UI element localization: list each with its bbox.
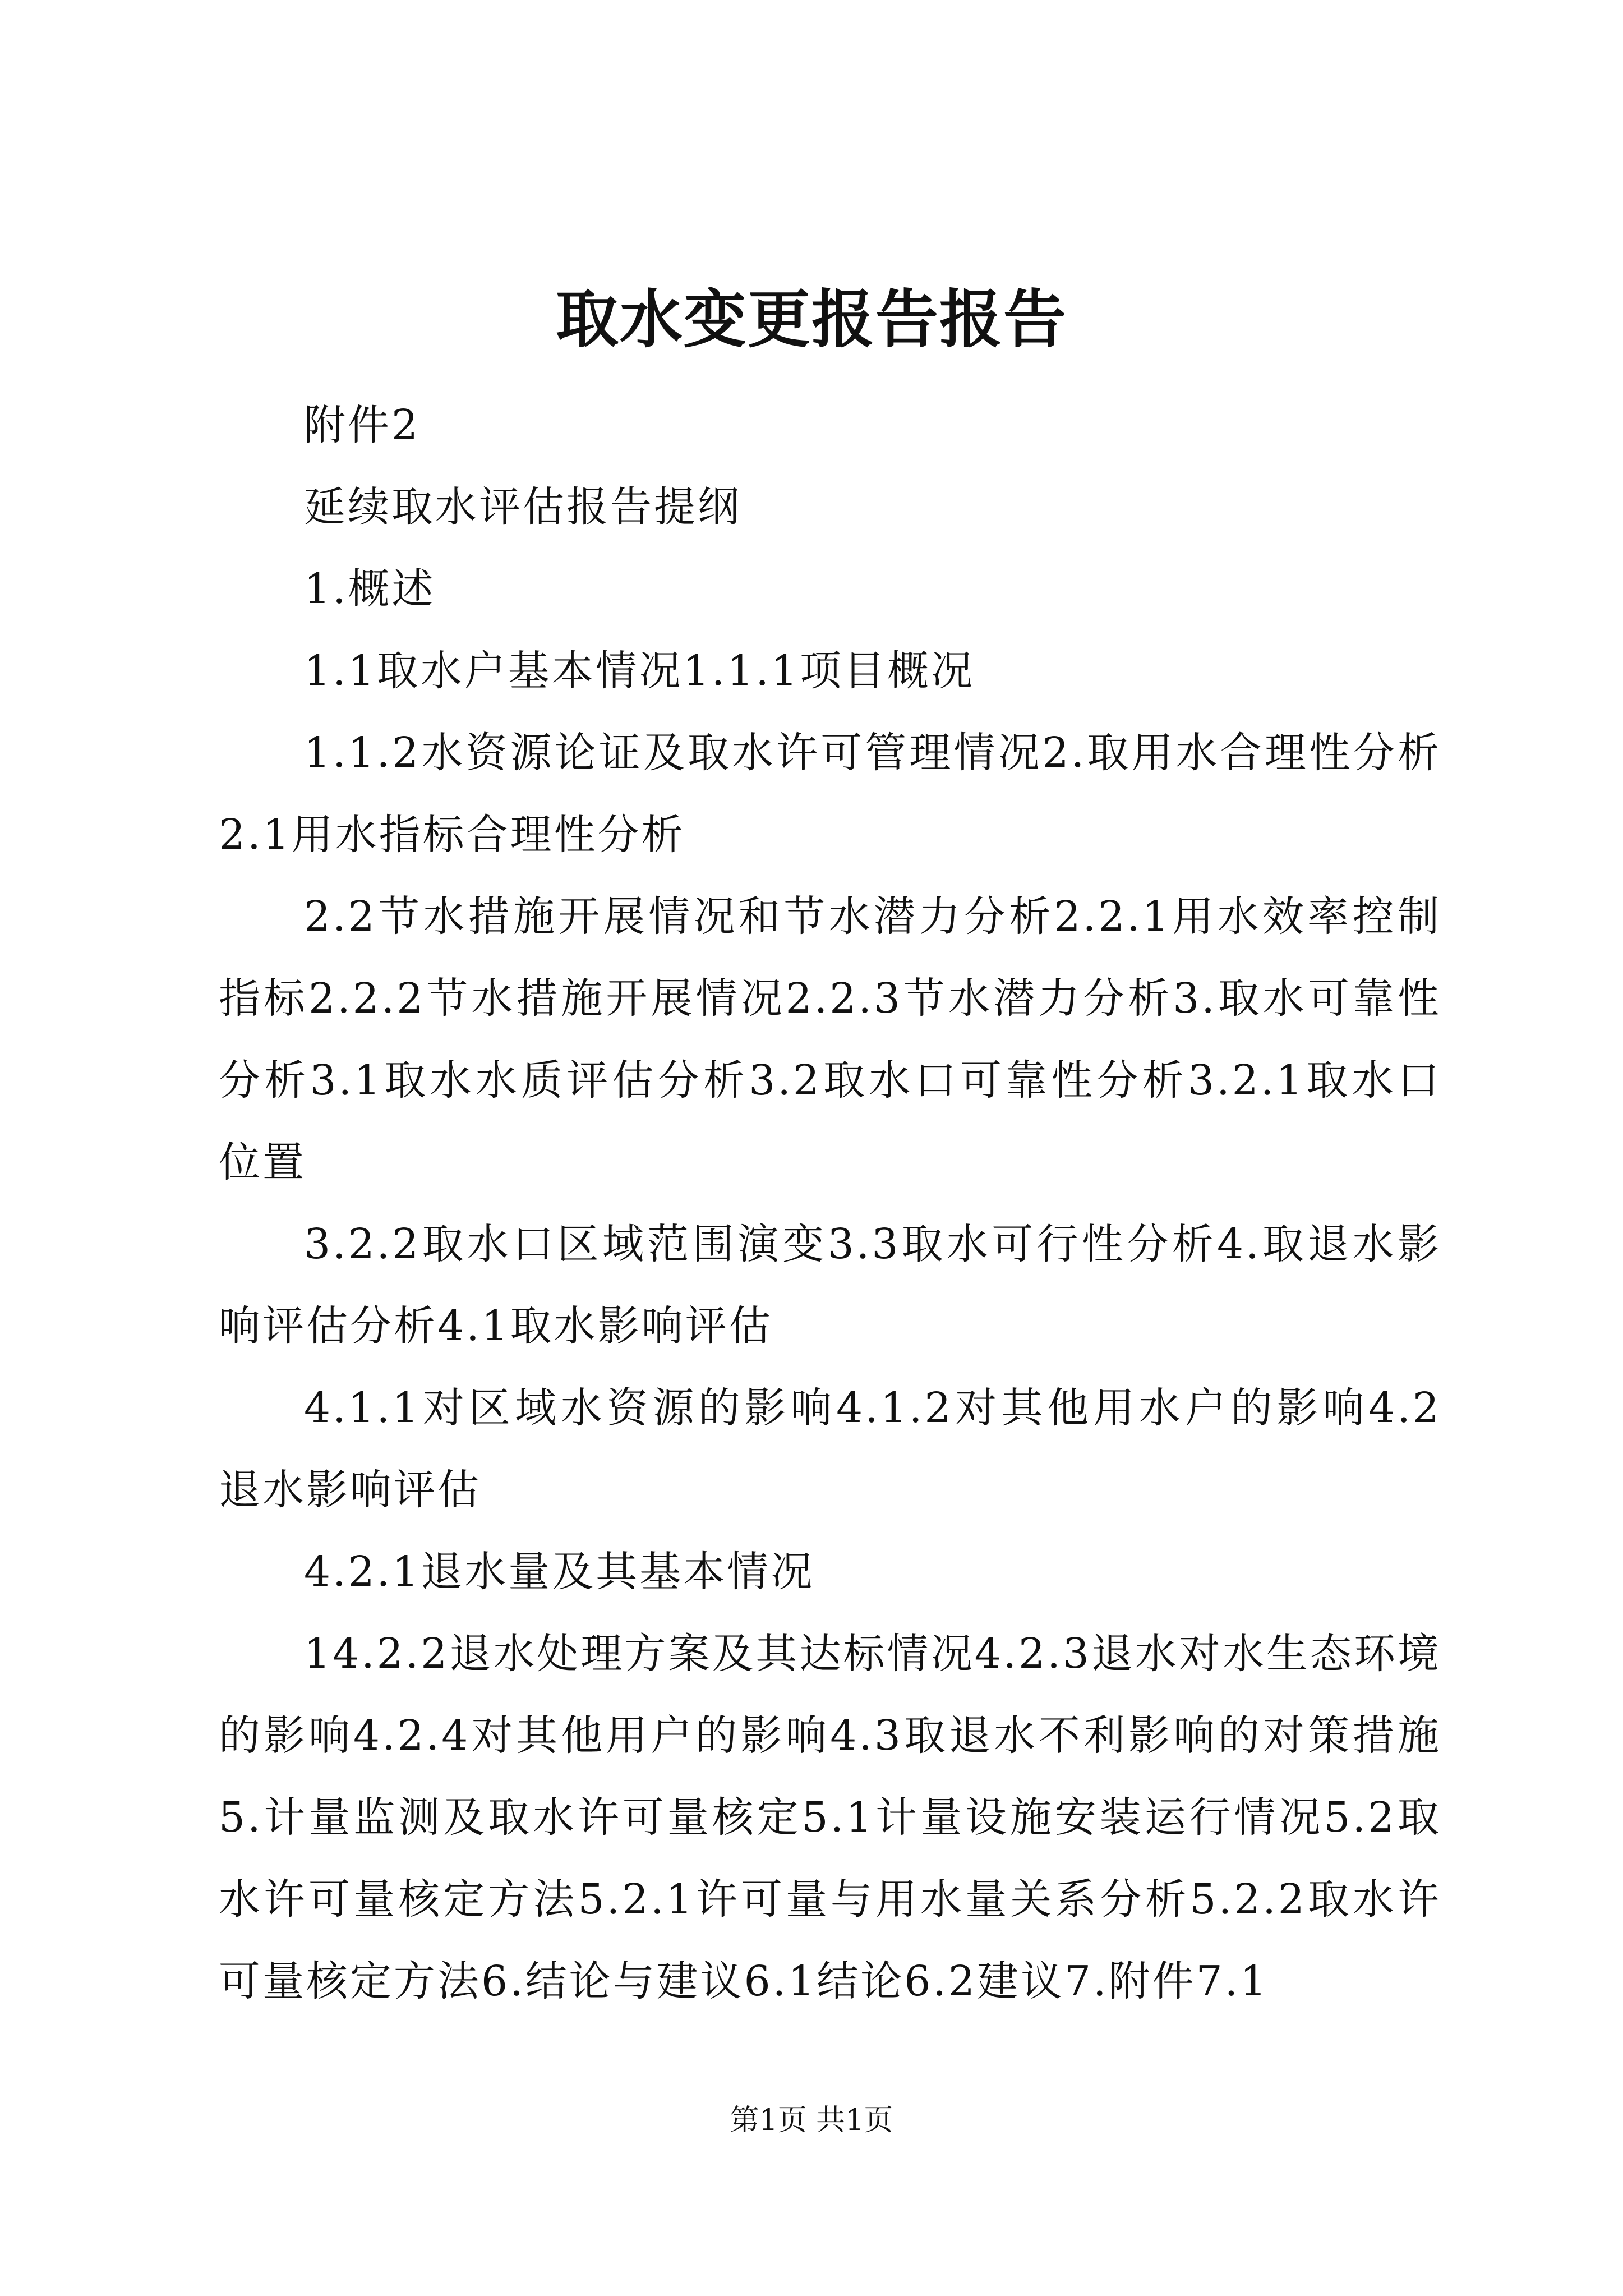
paragraph-attachment-label: 附件2 [304,401,421,449]
document-title: 取水变更报告报告 [556,283,1067,356]
paragraph-section-1: 1.概述 [304,565,436,613]
document-body [219,384,1441,2022]
page-footer: 第1页 共1页 [730,2104,893,2137]
paragraph-section-3-2-2: 3.2.2取水口区域范围演变3.3取水可行性分析4.取退水影响评估分析4.1取水影响评估 [219,1220,1441,1350]
paragraph-section-4-1-1: 4.1.1对区域水资源的影响4.1.2对其他用水户的影响4.2退水影响评估 [219,1384,1441,1514]
paragraph-outline-title: 延续取水评估报告提纲 [304,483,741,531]
paragraph-section-2-2: 2.2节水措施开展情况和节水潜力分析2.2.1用水效率控制指标2.2.2节水措施开展情况2.2.3节水潜力分析3.取水可靠性分析3.1取水水质评估分析3.2取水口可靠性分析3.2.1取水口位置 [219,892,1441,1186]
paragraph-section-4-2-2: 14.2.2退水处理方案及其达标情况4.2.3退水对水生态环境的影响4.2.4对其他用户的影响4.3取退水不利影响的对策措施5.计量监测及取水许可量核定5.1计量设施安装运行情况5.2取水许可量核定方法5.2.1许可量与用水量关系分析5.2.2取水许可量核定方法6.结论与建议6.1结论6.2建议7.附件7.1 [219,1630,1441,2005]
paragraph-section-4-2-1: 4.2.1退水量及其基本情况 [304,1548,815,1596]
paragraph-section-1-1-2: 1.1.2水资源论证及取水许可管理情况2.取用水合理性分析2.1用水指标合理性分析 [219,729,1441,859]
paragraph-section-1-1: 1.1取水户基本情况1.1.1项目概况 [304,647,975,695]
